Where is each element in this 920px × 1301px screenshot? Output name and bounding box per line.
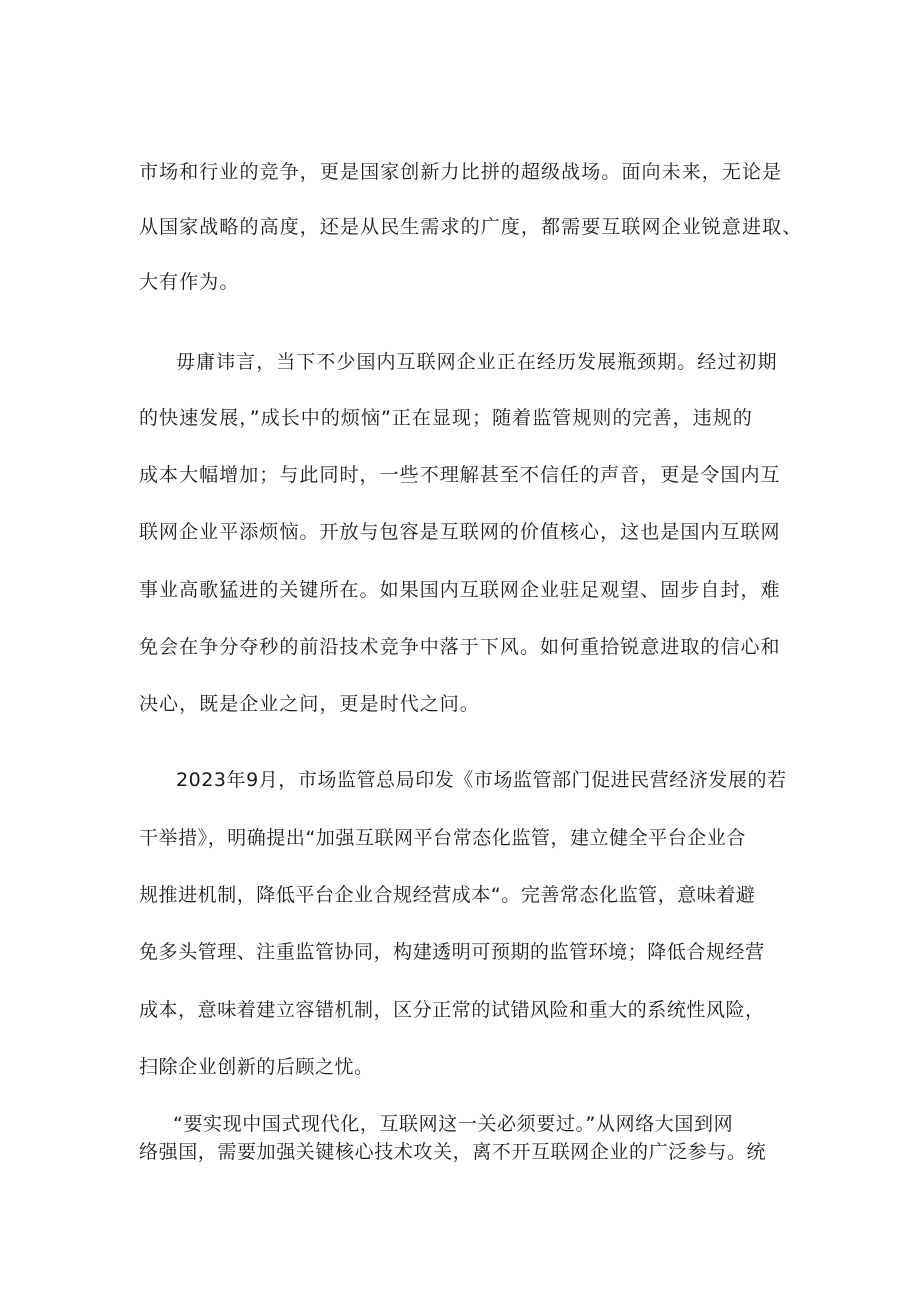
text-line: 免多头管理、注重监管协同，构建透明可预期的监管环境；降低合规经营	[139, 941, 765, 963]
text-line: “要实现中国式现代化，互联网这一关必须要过。”从网络大国到网	[173, 1113, 734, 1135]
text-line: 市场和行业的竞争，更是国家创新力比拼的超级战场。面向未来，无论是	[139, 161, 783, 183]
text-line: 联网企业平添烦恼。开放与包容是互联网的价值核心，这也是国内互联网	[139, 521, 781, 543]
text-line: 免会在争分夺秒的前沿技术竞争中落于下风。如何重拾锐意进取的信心和	[139, 636, 781, 658]
text-line: 成本，意味着建立容错机制，区分正常的试错风险和重大的系统性风险，	[139, 999, 765, 1021]
text-line: 干举措》，明确提出“加强互联网平台常态化监管，建立健全平台企业合	[139, 827, 746, 849]
text-line: 大有作为。	[139, 271, 240, 293]
text-line: 事业高歌猛进的关键所在。如果国内互联网企业驻足观望、固步自封，难	[139, 579, 781, 601]
text-line: 决心，既是企业之问，更是时代之问。	[139, 693, 480, 715]
text-line: 从国家战略的高度，还是从民生需求的广度，都需要互联网企业锐意进取、	[139, 216, 803, 238]
text-line: 毋庸讳言，当下不少国内互联网企业正在经历发展瓶颈期。经过初期	[176, 351, 778, 373]
text-line: 2023年9月，市场监管总局印发《市场监管部门促进民营经济发展的若	[176, 769, 787, 791]
text-line: 扫除企业创新的后顾之忧。	[139, 1056, 374, 1078]
text-line: 规推进机制，降低平台企业合规经营成本“。完善常态化监管，意味着避	[139, 884, 756, 906]
text-line: 的快速发展，”成长中的烦恼”正在显现；随着监管规则的完善，违规的	[139, 407, 753, 429]
text-line: 成本大幅增加；与此同时，一些不理解甚至不信任的声音，更是令国内互	[139, 464, 781, 486]
text-line: 络强国，需要加强关键核心技术攻关，离不开互联网企业的广泛参与。统	[139, 1141, 767, 1163]
